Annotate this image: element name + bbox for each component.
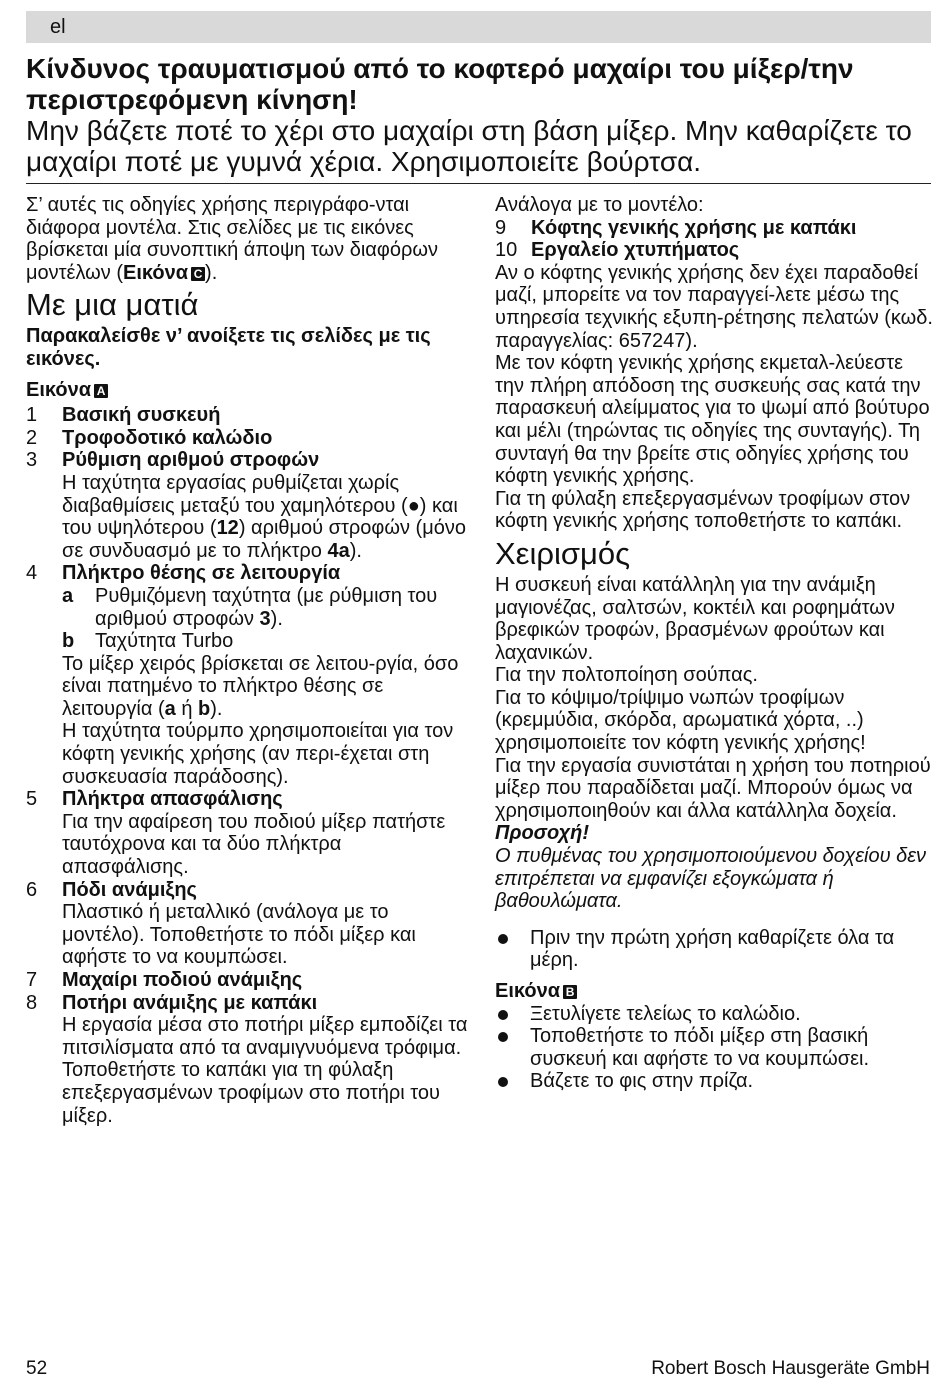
list-item	[26, 404, 471, 427]
item-number: 5	[26, 788, 38, 811]
sub-text: Ταχύτητα Turbo	[95, 630, 234, 653]
figure-a-text: Εικόνα	[26, 378, 92, 401]
company-name: Robert Bosch Hausgeräte GmbH	[651, 1358, 930, 1379]
item-title: Ποτήρι ανάμιξης με καπάκι	[62, 991, 318, 1014]
item3-description	[62, 472, 471, 562]
figure-b-label	[495, 980, 935, 1003]
item-number: 7	[26, 969, 38, 991]
intro-text: Σ’ αυτές τις οδηγίες χρήσης περιγράφο-νται διάφορα μοντέλα. Στις σελίδες με τις εικόνες βρίσκεται μία συνοπτική άποψη των διαφόρων μοντέλων (	[26, 194, 438, 284]
item4-text: ή	[175, 697, 199, 720]
overview-subheading: Παρακαλείσθε ν’ ανοίξετε τις σελίδες με τις εικόνες.	[26, 325, 431, 370]
figure-b-letter: B	[563, 985, 577, 999]
figure-b-text: Εικόνα	[495, 980, 561, 1002]
item4-text: Το μίξερ χειρός βρίσκεται σε λειτου-ργία, όσο είναι πατημένο το πλήκτρο θέσης σε λειτουργία (	[62, 652, 459, 720]
sub-ref: 3	[259, 607, 271, 630]
bullet-text: Βάζετε το φις στην πρίζα.	[530, 1070, 754, 1093]
chopper-usage-paragraph: Με τον κόφτη γενικής χρήσης εκμεταλ-λεύεστε την πλήρη απόδοση της συσκευής σας κατά την παρασκευή αλείμματος για το ψωμί από βούτυρο και μέλι (τηρώντας τις οδηγίες της συνταγής). Τη συνταγή θα την βρείτε στις οδηγίες χρήσης του κόφτη γενικής χρήσης.	[495, 352, 930, 488]
item4-text: ).	[210, 697, 223, 720]
list-item	[26, 879, 471, 969]
list-item	[26, 992, 471, 1128]
figure-a-letter: A	[94, 384, 108, 398]
list-item	[495, 217, 935, 240]
item3-key: 4a	[327, 539, 350, 562]
item-title: Πλήκτρο θέσης σε λειτουργία	[62, 562, 341, 585]
item-number: 6	[26, 878, 38, 901]
min-dot-icon: ●	[407, 494, 420, 517]
item-number: 9	[495, 216, 507, 239]
left-column	[26, 194, 471, 1127]
item3-max: 12	[216, 517, 239, 540]
caution-title: Προσοχή!	[495, 822, 590, 845]
item-number: 1	[26, 404, 38, 427]
item-title: Πόδι ανάμιξης	[62, 878, 197, 901]
list-item	[26, 969, 471, 992]
language-code: el	[50, 16, 66, 38]
item4-ref: b	[198, 697, 211, 720]
item3-text: ) αριθμού στροφών (μόνο σε συνδυασμό με το πλήκτρο	[62, 517, 466, 562]
bullet-item	[495, 927, 935, 972]
item-title: Μαχαίρι ποδιού ανάμιξης	[62, 969, 303, 991]
item-title: Εργαλείο χτυπήματος	[531, 239, 740, 262]
bullet-text: Πριν την πρώτη χρήση καθαρίζετε όλα τα μέρη.	[530, 926, 895, 972]
page-number: 52	[26, 1358, 48, 1379]
bullet-text: Ξετυλίγετε τελείως το καλώδιο.	[530, 1002, 801, 1025]
bullet-item	[495, 1003, 935, 1026]
model-note: Ανάλογα με το μοντέλο:	[495, 194, 704, 216]
sub-letter: b	[62, 630, 75, 653]
sub-item-a	[62, 585, 471, 630]
intro-figure-label: Εικόνα	[123, 261, 189, 284]
item-title: Κόφτης γενικής χρήσης με καπάκι	[531, 216, 857, 239]
sub-letter: a	[62, 584, 74, 607]
operation-paragraph: Για την πολτοποίηση σούπας.	[495, 664, 758, 687]
item4-ref: a	[164, 697, 176, 720]
item-title: Ρύθμιση αριθμού στροφών	[62, 449, 320, 472]
section-heading-operation: Χειρισμός	[495, 535, 631, 571]
sub-text: Ρυθμιζόμενη ταχύτητα (με ρύθμιση του αριθμού στροφών	[95, 584, 438, 630]
item3-text: ).	[349, 539, 362, 562]
list-item	[26, 427, 471, 450]
list-item	[495, 239, 935, 262]
item6-description: Πλαστικό ή μεταλλικό (ανάλογα με το μοντέλο). Τοποθετήστε το πόδι μίξερ και αφήστε το να κουμπώσει.	[62, 901, 416, 969]
warning-text: Μην βάζετε ποτέ το χέρι στο μαχαίρι στη βάση μίξερ. Μην καθαρίζετε το μαχαίρι ποτέ με γυμνά χέρια. Χρησιμοποιείτε βούρτσα.	[26, 115, 912, 177]
figure-a-label	[26, 379, 471, 402]
item3-text: ) και του υψηλότερου (	[62, 494, 458, 540]
item-title: Πλήκτρα απασφάλισης	[62, 788, 283, 811]
intro-paragraph	[26, 194, 471, 284]
list-item	[26, 449, 471, 562]
item-title: Βασική συσκευή	[62, 404, 221, 427]
item4-turbo-note: Η ταχύτητα τούρμπο χρησιμοποιείται για τον κόφτη γενικής χρήσης (αν περι-έχεται στη συσκευασία παράδοσης).	[62, 720, 454, 788]
item-number: 10	[495, 239, 518, 262]
bullet-text: Τοποθετήστε το πόδι μίξερ στη βασική συσκευή και αφήστε το να κουμπώσει.	[530, 1025, 869, 1070]
item8-description: Η εργασία μέσα στο ποτήρι μίξερ εμποδίζει τα πιτσιλίσματα από τα αναμιγνυόμενα τρόφιμα.	[62, 1014, 468, 1059]
warning-block	[26, 53, 931, 184]
warning-title: Κίνδυνος τραυματισμού από το κοφτερό μαχαίρι του μίξερ/την περιστρεφόμενη κίνηση!	[26, 53, 854, 115]
language-bar	[26, 11, 931, 43]
bullet-item	[495, 1025, 935, 1070]
operation-paragraph: Η συσκευή είναι κατάλληλη για την ανάμιξη μαγιονέζας, σαλτσών, κοκτέιλ και ροφημάτων βρεφικών τροφών, βρασμένων φρούτων και λαχανικών.	[495, 573, 895, 664]
intro-figure-letter: C	[191, 267, 205, 281]
right-column	[495, 194, 935, 1093]
item4-description	[62, 653, 471, 721]
caution-text: Ο πυθμένας του χρησιμοποιούμενου δοχείου δεν επιτρέπεται να εμφανίζει εξογκώματα ή βαθουλώματα.	[495, 845, 927, 913]
sub-text: ).	[270, 607, 283, 630]
list-item	[26, 562, 471, 788]
intro-end: ).	[205, 261, 218, 284]
item-title: Τροφοδοτικό καλώδιο	[62, 426, 273, 449]
item-number: 4	[26, 562, 38, 585]
item8-lid-note: Τοποθετήστε το καπάκι για τη φύλαξη επεξεργασμένων τροφίμων στο ποτήρι του μίξερ.	[62, 1059, 440, 1127]
item3-text: Η ταχύτητα εργασίας ρυθμίζεται χωρίς διαβαθμίσεις μεταξύ του χαμηλότερου (	[62, 471, 408, 517]
item-number: 8	[26, 991, 38, 1014]
bullet-item	[495, 1070, 935, 1093]
item-number: 3	[26, 449, 38, 472]
chopper-storage-paragraph: Για τη φύλαξη επεξεργασμένων τροφίμων στον κόφτη γενικής χρήσης τοποθετήστε το καπάκι.	[495, 487, 911, 533]
operation-paragraph: Για το κόψιμο/τρίψιμο νωπών τροφίμων (κρεμμύδια, σκόρδα, αρωματικά χόρτα, ..) χρησιμοποιείτε τον κόφτη γενικής χρήσης!	[495, 686, 866, 755]
item5-description: Για την αφαίρεση του ποδιού μίξερ πατήστε ταυτόχρονα και τα δύο πλήκτρα απασφάλισης.	[62, 810, 446, 879]
section-heading-overview: Με μια ματιά	[26, 287, 199, 323]
list-item	[26, 788, 471, 878]
item-number: 2	[26, 426, 38, 449]
operation-paragraph: Για την εργασία συνιστάται η χρήση του ποτηριού μίξερ που παραδίδεται μαζί. Μπορούν όμως να χρησιμοποιηθούν και άλλα κατάλληλα δοχεία.	[495, 754, 931, 822]
chopper-order-paragraph: Αν ο κόφτης γενικής χρήσης δεν έχει παραδοθεί μαζί, μπορείτε να τον παραγγεί-λετε μέσω της υπηρεσία τεχνικής εξυπη-ρέτησης πελατών (κωδ. παραγγελίας: 657247).	[495, 261, 933, 352]
sub-item-b	[62, 630, 471, 653]
